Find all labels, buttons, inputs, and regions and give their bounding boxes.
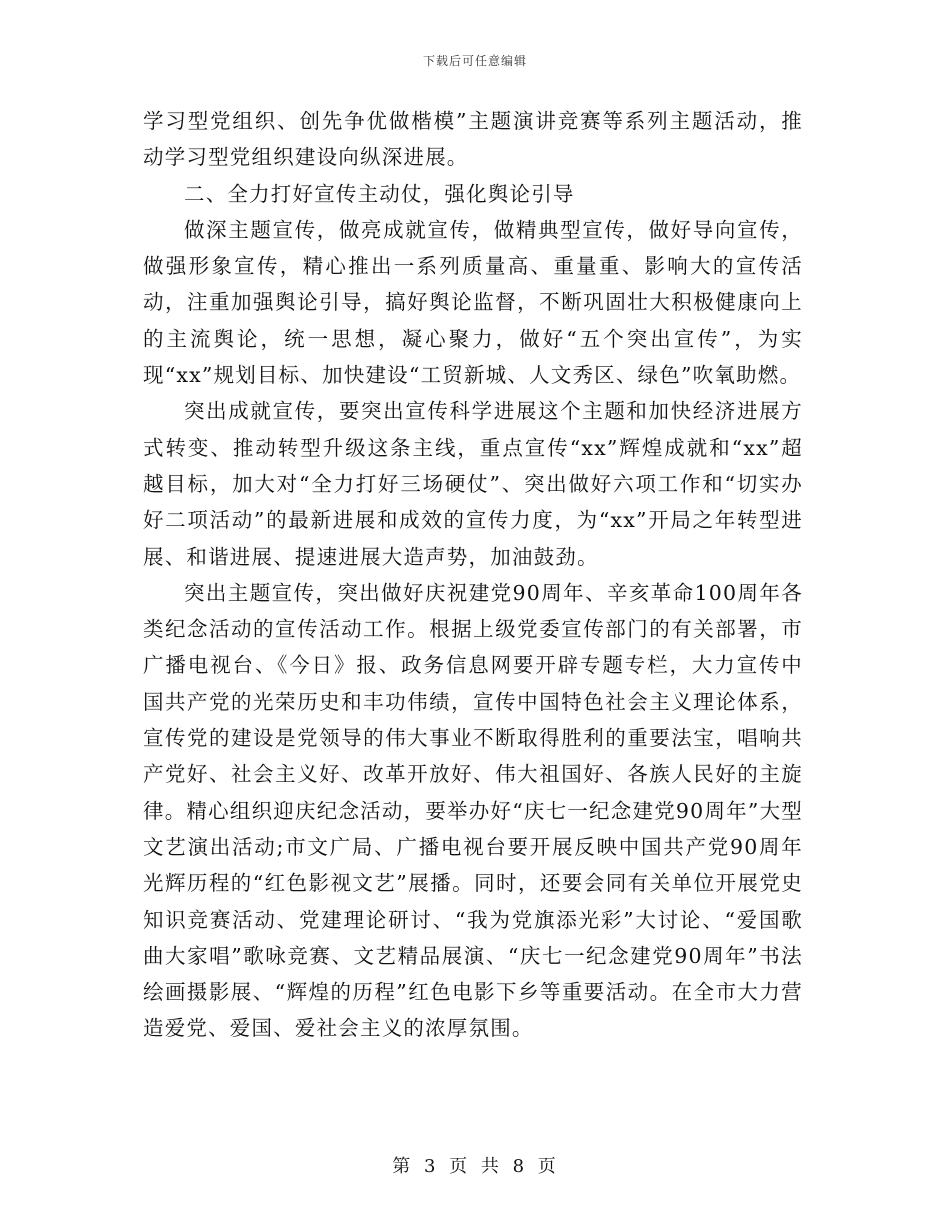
document-body <box>143 103 803 1047</box>
paragraph-achievement-publicity: 突出成就宣传，要突出宣传科学进展这个主题和加快经济进展方式转变、推动转型升级这条主线，重点宣传“xx”辉煌成就和“xx”超越目标，加大对“全力打好三场硬仗”、突出做好六项工作和“切实办好二项活动”的最新进展和成效的宣传力度，为“xx”开局之年转型进展、和谐进展、提速进展大造声势，加油鼓劲。 <box>143 399 803 569</box>
paragraph-overview: 做深主题宣传，做亮成就宣传，做精典型宣传，做好导向宣传，做强形象宣传，精心推出一系列质量高、重量重、影响大的宣传活动，注重加强舆论引导，搞好舆论监督，不断巩固壮大积极健康向上的主流舆论，统一思想，凝心聚力，做好“五个突出宣传”，为实现“xx”规划目标、加快建设“工贸新城、人文秀区、绿色”吹氧助燃。 <box>143 217 803 388</box>
page-number: 第 3 页 共 8 页 <box>392 1156 558 1177</box>
paragraph-continuation: 学习型党组织、创先争优做楷模”主题演讲竞赛等系列主题活动，推动学习型党组织建设向纵深进展。 <box>143 109 803 170</box>
section-heading: 二、全力打好宣传主动仗，强化舆论引导 <box>184 181 575 206</box>
paragraph-theme-publicity: 突出主题宣传，突出做好庆祝建党90周年、辛亥革命100周年各类纪念活动的宣传活动工作。根据上级党委宣传部门的有关部署，市广播电视台、《今日》报、政务信息网要开辟专题专栏，大力宣传中国共产党的光荣历史和丰功伟绩，宣传中国特色社会主义理论体系，宣传党的建设是党领导的伟大事业不断取得胜利的重要法宝，唱响共产党好、社会主义好、改革开放好、伟大祖国好、各族人民好的主旋律。精心组织迎庆纪念活动，要举办好“庆七一纪念建党90周年”大型文艺演出活动;市文广局、广播电视台要开展反映中国共产党90周年光辉历程的“红色影视文艺”展播。同时，还要会同有关单位开展党史知识竞赛活动、党建理论研讨、“我为党旗添光彩”大讨论、“爱国歌曲大家唱”歌咏竞赛、文艺精品展演、“庆七一纪念建党90周年”书法绘画摄影展、“辉煌的历程”红色电影下乡等重要活动。在全市大力营造爱党、爱国、爱社会主义的浓厚氛围。 <box>143 580 803 1041</box>
page-header-note: 下载后可任意编辑 <box>422 54 527 68</box>
